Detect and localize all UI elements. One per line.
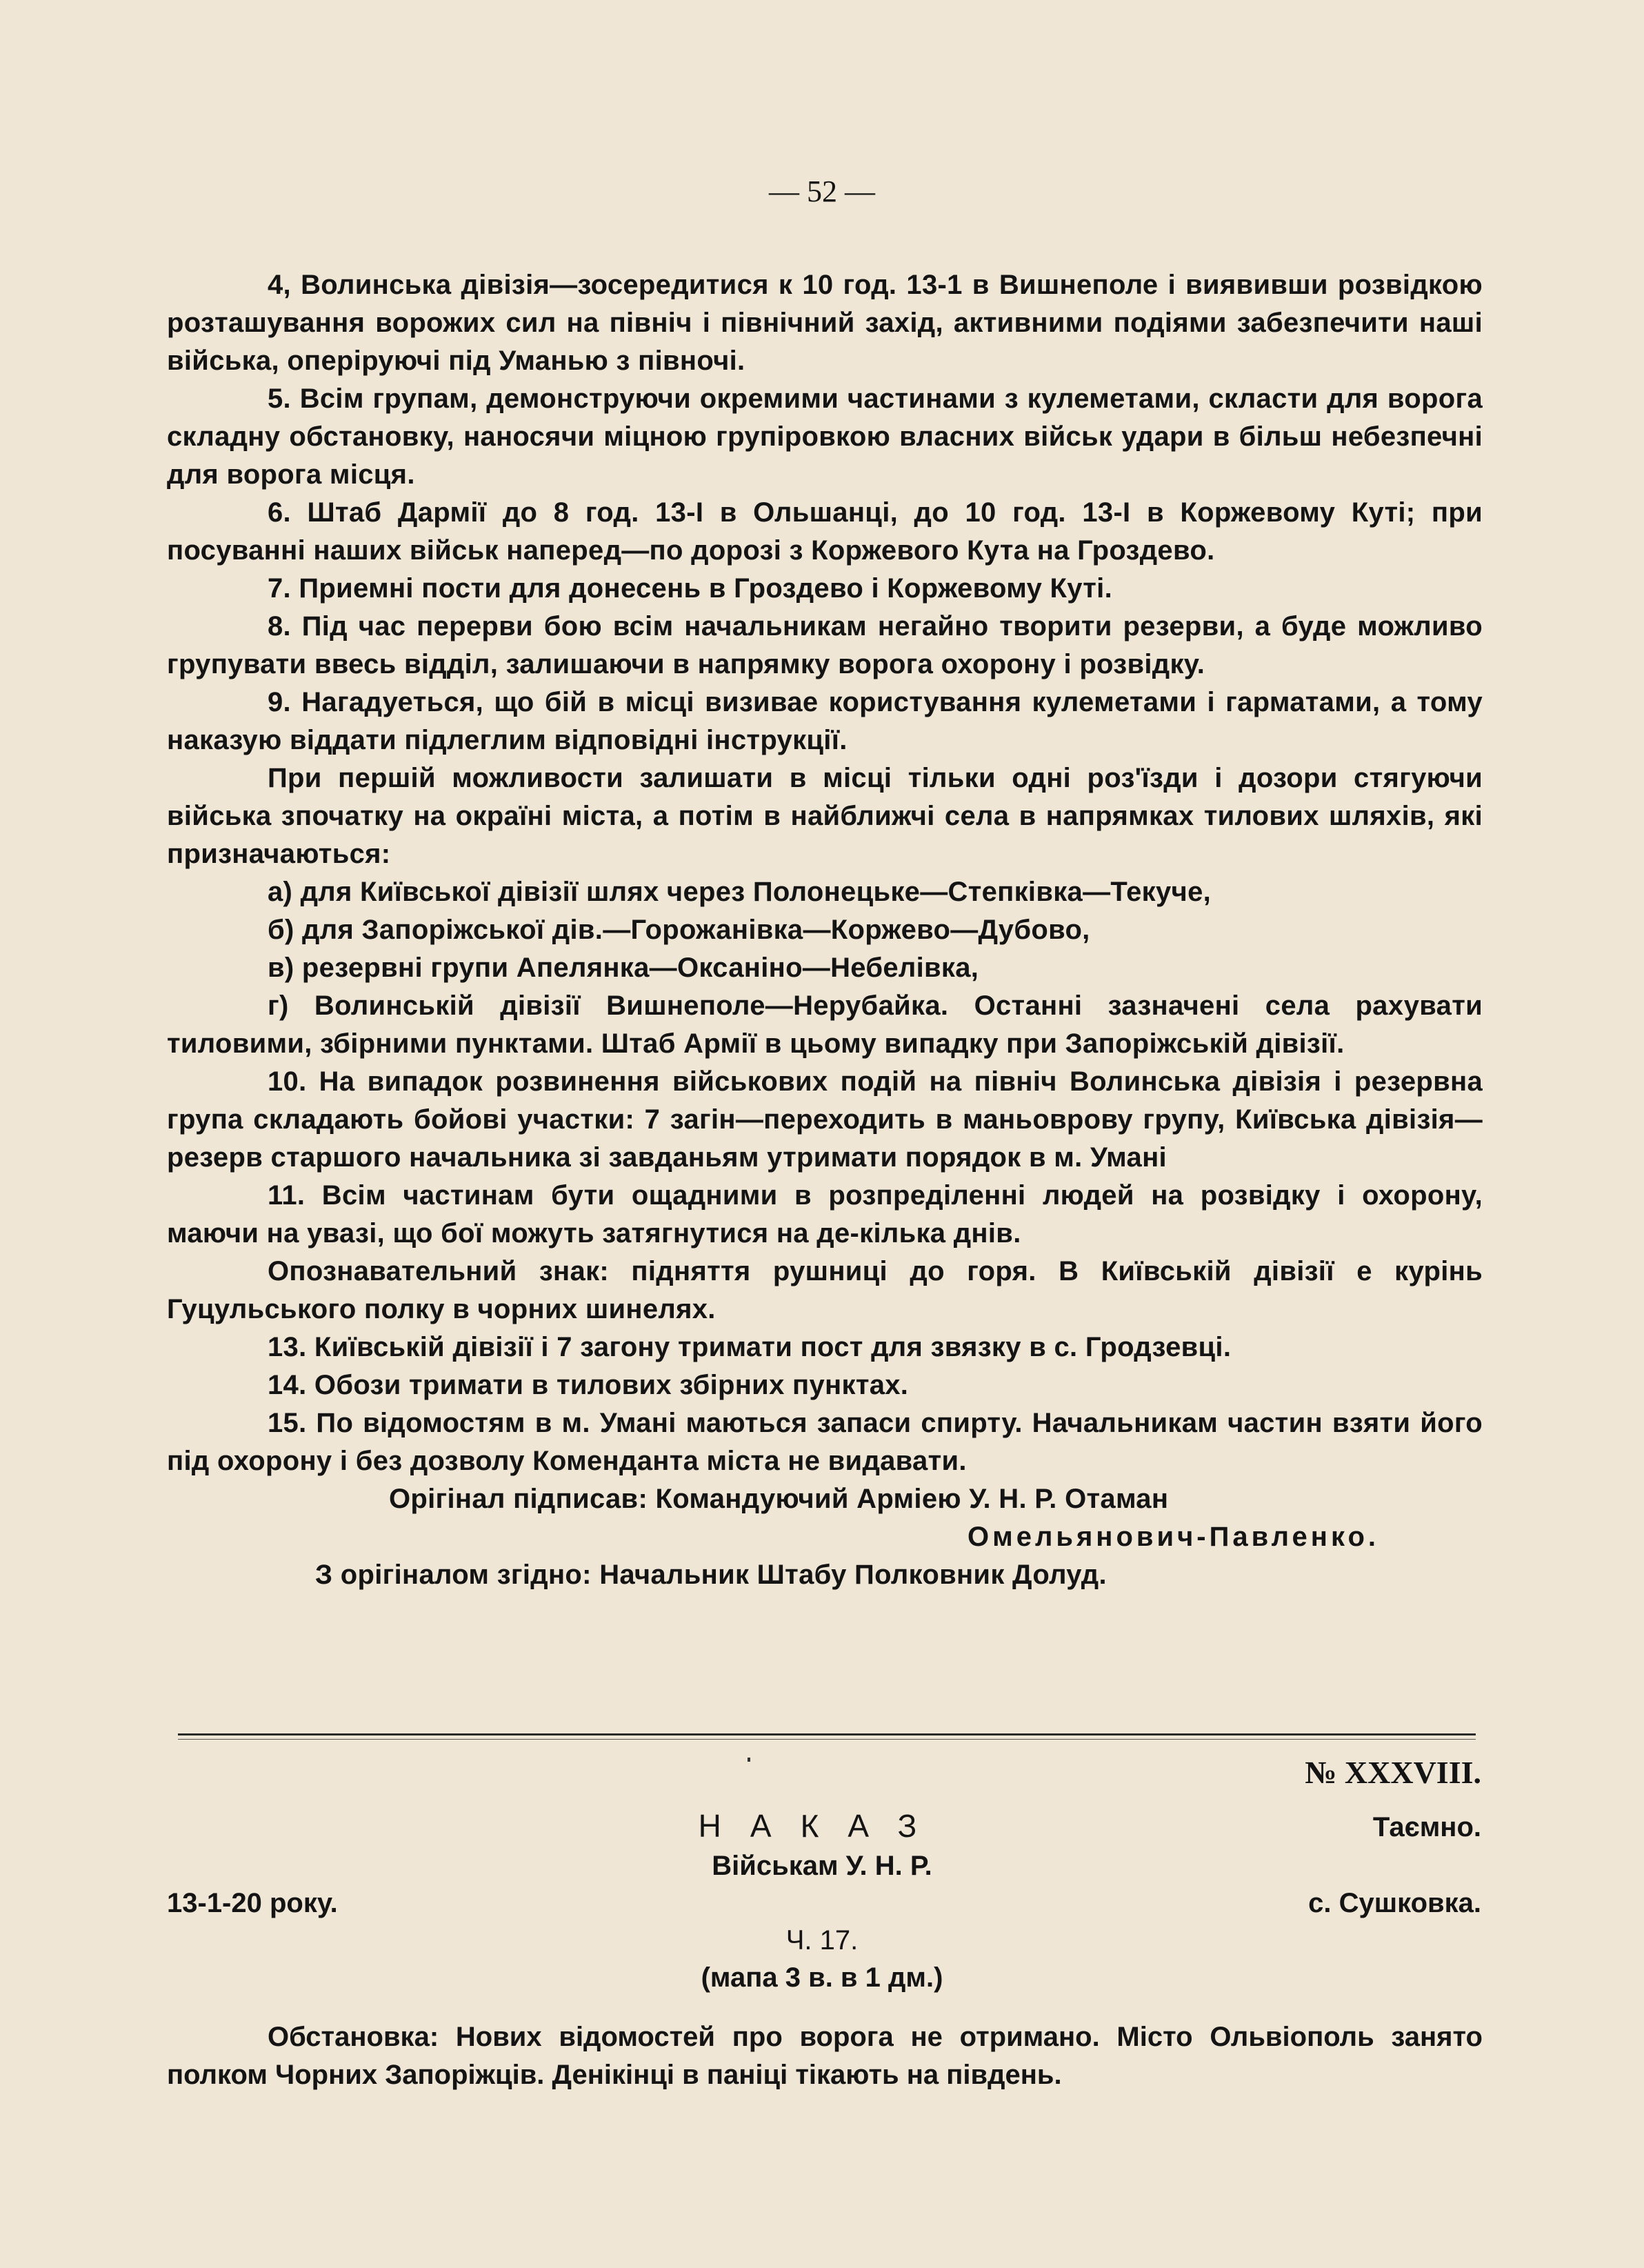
- paragraph: 4, Волинська дівізія—зосередитися к 10 год. 13-1 в Вишнеполе і виявивши розвідкою розташування ворожих сил на північ і північний захід, активними подіями забезпечити наші війська, оперіруючі під Уманью з півночі.: [167, 270, 1483, 376]
- secrecy-mark: Таємно.: [1372, 1812, 1481, 1842]
- paragraph: 10. На випадок розвинення військових подій на північ Волинська дівізія і резервна група складають бойові участки: 7 загін—переходить в маньоврову групу, Київська дівізія—резерв старшого начальника зі завданьям утримати порядок в м. Умані: [167, 1066, 1483, 1173]
- paragraph: 15. По відомостям в м. Умані маються запаси спирту. Начальникам частин взяти його під охорону і без дозволу Коменданта міста не видавати.: [167, 1408, 1483, 1476]
- order-addressee: Військам У. Н. Р.: [712, 1851, 932, 1881]
- order-part: Ч. 17.: [785, 1925, 859, 1956]
- paragraph: 7. Приемні пости для донесень в Гроздево і Коржевому Куті.: [268, 573, 1112, 604]
- signature-line: Орігінал підписав: Командуючий Арміею У. Н. Р. Отаман: [389, 1484, 1169, 1514]
- route-item: г) Волинській дівізії Вишнеполе—Нерубайка. Останні зазначені села рахувати тиловими, збірними пунктами. Штаб Армії в цьому випадку при Запоріжській дівізії.: [167, 991, 1483, 1059]
- paragraph: 5. Всім групам, демонструючи окремими частинами з кулеметами, скласти для ворога складну обстановку, наносячи міцною групіровкою власних військ удари в більш небезпечні для ворога місця.: [167, 384, 1483, 490]
- order-place: с. Сушковка.: [1308, 1888, 1481, 1918]
- paragraph: 9. Нагадуеться, що бій в місці визивае користування кулеметами і гарматами, а тому наказую віддати підлеглим відповідні інструкції.: [167, 687, 1483, 755]
- paragraph: Опознавательний знак: підняття рушниці до горя. В Київській дівізії е курінь Гуцульського полку в чорних шинелях.: [167, 1256, 1483, 1324]
- page-number: — 52 —: [769, 175, 875, 208]
- certification-line: З орігіналом згідно: Начальник Штабу Полковник Долуд.: [315, 1560, 1107, 1590]
- paragraph: При першій можливости залишати в місці тільки одні роз'їзди і дозори стягуючи війська зпочатку на окраїні міста, а потім в найближчі села в напрямках тилових шляхів, які призначаються:: [167, 763, 1483, 869]
- paragraph: 14. Обози тримати в тилових збірних пунктах.: [268, 1370, 909, 1400]
- paragraph: 13. Київській дівізії і 7 загону тримати пост для звязку в с. Гродзевці.: [268, 1332, 1232, 1362]
- route-item: в) резервні групи Апелянка—Оксаніно—Небелівка,: [268, 953, 979, 983]
- paragraph: 11. Всім частинам бути ощадними в розпреділенні людей на розвідку і охорону, маючи на увазі, що бої можуть затягнутися на де-кілька днів.: [167, 1180, 1483, 1249]
- divider: [178, 1733, 1476, 1735]
- order-date: 13-1-20 року.: [167, 1888, 338, 1918]
- order-number: № XXXVIII.: [1305, 1755, 1481, 1790]
- divider: [178, 1739, 1476, 1740]
- order-continuation: [167, 266, 1483, 1594]
- paragraph: 8. Під час перерви бою всім начальникам негайно творити резерви, а буде можливо групувати ввесь відділ, залишаючи в напрямку ворога охорону і розвідку.: [167, 611, 1483, 679]
- print-speck: [748, 1758, 750, 1762]
- paragraph: Обстановка: Нових відомостей про ворога не отримано. Місто Ольвіополь занято полком Чорних Запоріжців. Денікінці в паніці тікають на південь.: [167, 2022, 1483, 2090]
- paragraph: 6. Штаб Дармії до 8 год. 13-І в Ольшанці, до 10 год. 13-І в Коржевому Куті; при посуванні наших військ наперед—по дорозі з Коржевого Кута на Гроздево.: [167, 497, 1483, 566]
- map-reference: (мапа 3 в. в 1 дм.): [701, 1962, 943, 1993]
- route-item: а) для Київської дівізії шлях через Полонецьке—Степківка—Текуче,: [268, 877, 1212, 907]
- route-item: б) для Запоріжської дів.—Горожанівка—Коржево—Дубово,: [268, 915, 1090, 945]
- signature-name: Омельянович-Павленко.: [968, 1522, 1379, 1552]
- order-title: НАКАЗ: [698, 1808, 946, 1844]
- situation-section: [167, 2018, 1483, 2094]
